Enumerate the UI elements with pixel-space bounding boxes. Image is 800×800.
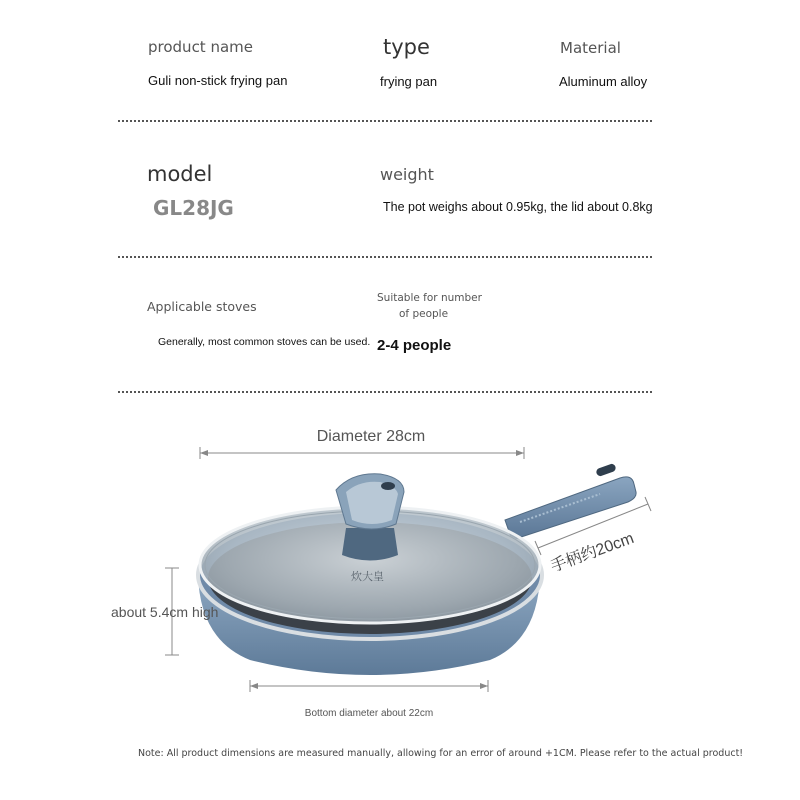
handle-length-label: 手柄约20cm <box>548 529 637 576</box>
footnote: Note: All product dimensions are measured manually, allowing for an error of around +1CM. Please refer to the actual product! <box>138 748 744 759</box>
model-label: model <box>147 162 213 186</box>
material-value: Aluminum alloy <box>559 74 648 89</box>
model-value: GL28JG <box>153 196 234 220</box>
diameter-label: Diameter 28cm <box>316 428 426 445</box>
stoves-value: Generally, most common stoves can be used. <box>158 336 371 348</box>
product-name-value: Guli non-stick frying pan <box>148 73 288 88</box>
lid-brand-mark: 炊大皇 <box>351 571 384 583</box>
material-label: Material <box>560 39 621 57</box>
weight-value: The pot weighs about 0.95kg, the lid about 0.8kg <box>383 200 653 214</box>
bottom-diameter-dimension-line <box>250 680 488 692</box>
people-label-line2: of people <box>399 308 449 320</box>
product-name-label: product name <box>148 38 253 56</box>
people-value: 2-4 people <box>377 337 452 354</box>
pan-handle <box>505 463 636 540</box>
diameter-dimension-line <box>200 447 524 459</box>
stoves-label: Applicable stoves <box>147 299 257 314</box>
type-label: type <box>383 35 430 59</box>
people-label-line1: Suitable for number <box>377 292 482 304</box>
height-label: about 5.4cm high <box>111 604 219 620</box>
weight-label: weight <box>380 165 434 184</box>
lid-knob <box>336 474 404 561</box>
type-value: frying pan <box>380 74 438 89</box>
bottom-diameter-label: Bottom diameter about 22cm <box>304 708 434 719</box>
